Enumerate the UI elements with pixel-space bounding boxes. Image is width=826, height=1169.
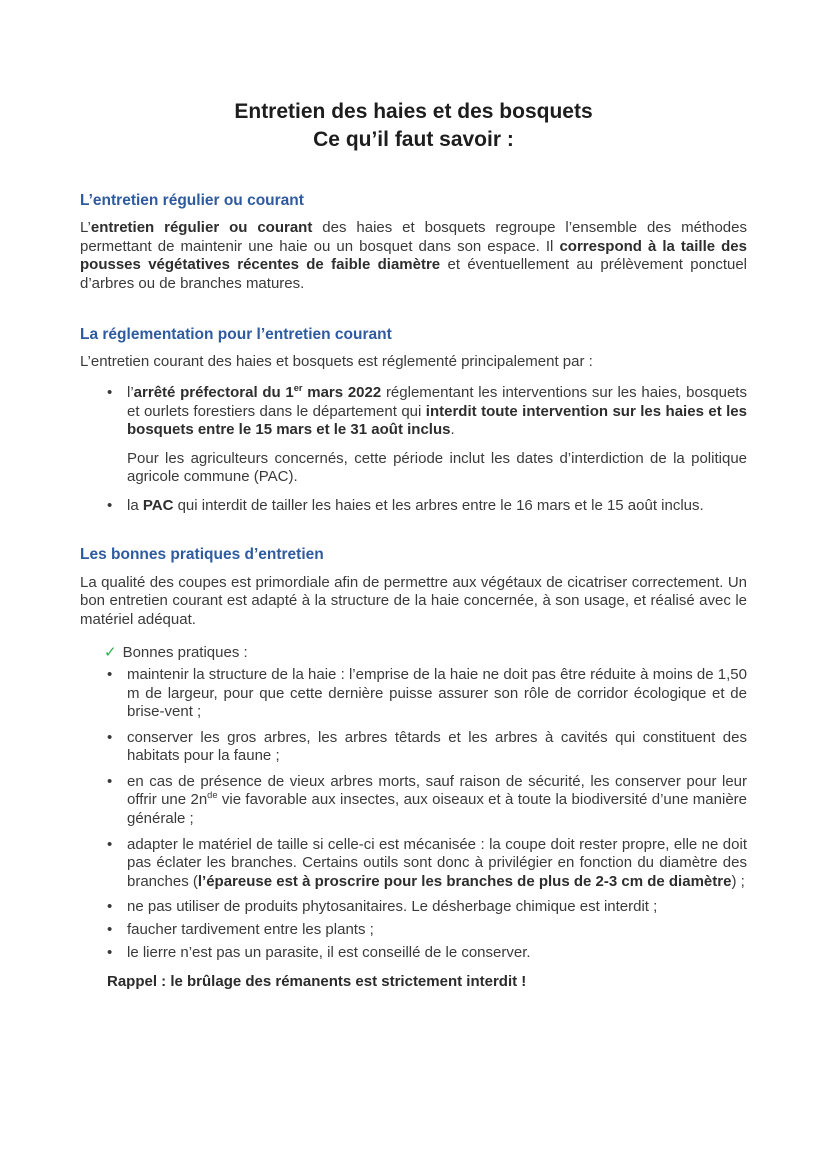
- document-title-line-2: Ce qu’il faut savoir :: [313, 128, 514, 151]
- regulation-list: [80, 384, 747, 516]
- list-item-arrete-note: Pour les agriculteurs concernés, cette période inclut les dates d’interdiction de la politique agricole commune (PAC).: [127, 449, 747, 486]
- check-icon: ✓: [104, 644, 117, 662]
- section-heading-entretien-regulier: L’entretien régulier ou courant: [80, 192, 304, 209]
- paragraph-entretien-regulier: L’entretien régulier ou courant des haies et bosquets regroupe l’ensemble des méthodes permettant de maintenir une haie ou un bosquet dans son espace. Il correspond à la taille des pousses végétatives récentes de faible diamètre et éventuellement au prélèvement ponctuel d’arbres ou de branches matures.: [80, 219, 747, 292]
- list-item-faucher-tardivement: • faucher tardivement entre les plants ;: [80, 921, 747, 940]
- list-item-vieux-arbres-morts: • en cas de présence de vieux arbres morts, sauf raison de sécurité, les conserver pour leur offrir une $2n^{de}$ vie favorable aux insectes, aux oiseaux et à toute la biodiversité d’une manière générale ;: [80, 773, 747, 829]
- list-item-arrete-prefectoral: [80, 384, 747, 487]
- document-title-line-1: Entretien des haies et des bosquets: [234, 100, 593, 123]
- list-item-produits-phytosanitaires: • ne pas utiliser de produits phytosanitaires. Le désherbage chimique est interdit ;: [80, 898, 747, 917]
- list-item-maintenir-structure: • maintenir la structure de la haie : l’emprise de la haie ne doit pas être réduite à moins de 1,50 m de largeur, pour que cette dernière puisse assurer son rôle de corridor écologique et de brise-vent ;: [80, 666, 747, 722]
- paragraph-bonnes-pratiques: La qualité des coupes est primordiale afin de permettre aux végétaux de cicatriser correctement. Un bon entretien courant est adapté à la structure de la haie concernée, à son usage, et réalisé avec le matériel adéquat.: [80, 573, 747, 628]
- list-item-pac: • la PAC qui interdit de tailler les haies et les arbres entre le 16 mars et le 15 août inclus.: [80, 497, 747, 516]
- section-heading-reglementation: La réglementation pour l’entretien courant: [80, 326, 392, 344]
- good-practices-label: [104, 644, 747, 663]
- list-item-arrete-text: • l’arrêté préfectoral du 1er mars 2022 réglementant les interventions sur les haies, bosquets et ourlets forestiers dans le département qui interdit toute intervention sur les haies et les bosquets entre le 15 mars et le 31 août inclus.: [127, 382, 747, 439]
- list-item-conserver-gros-arbres: • conserver les gros arbres, les arbres têtards et les arbres à cavités qui constituent des habitats pour la faune ;: [80, 729, 747, 766]
- paragraph-reglementation-intro: L’entretien courant des haies et bosquets est réglementé principalement par :: [80, 353, 593, 371]
- document-title: [80, 98, 747, 154]
- good-practices-label-text: Bonnes pratiques :: [122, 644, 248, 662]
- rappel-note: Rappel : le brûlage des rémanents est strictement interdit !: [107, 973, 527, 991]
- list-item-lierre: • le lierre n’est pas un parasite, il est conseillé de le conserver.: [80, 944, 747, 963]
- section-heading-bonnes-pratiques: Les bonnes pratiques d’entretien: [80, 545, 324, 563]
- practices-list: [80, 666, 747, 962]
- list-item-adapter-materiel: • adapter le matériel de taille si celle-ci est mécanisée : la coupe doit rester propre, elle ne doit pas éclater les branches. Certains outils sont donc à privilégier en fonction du diamètre des branches (l’épareuse est à proscrire pour les branches de plus de 2-3 cm de diamètre) ;: [80, 836, 747, 892]
